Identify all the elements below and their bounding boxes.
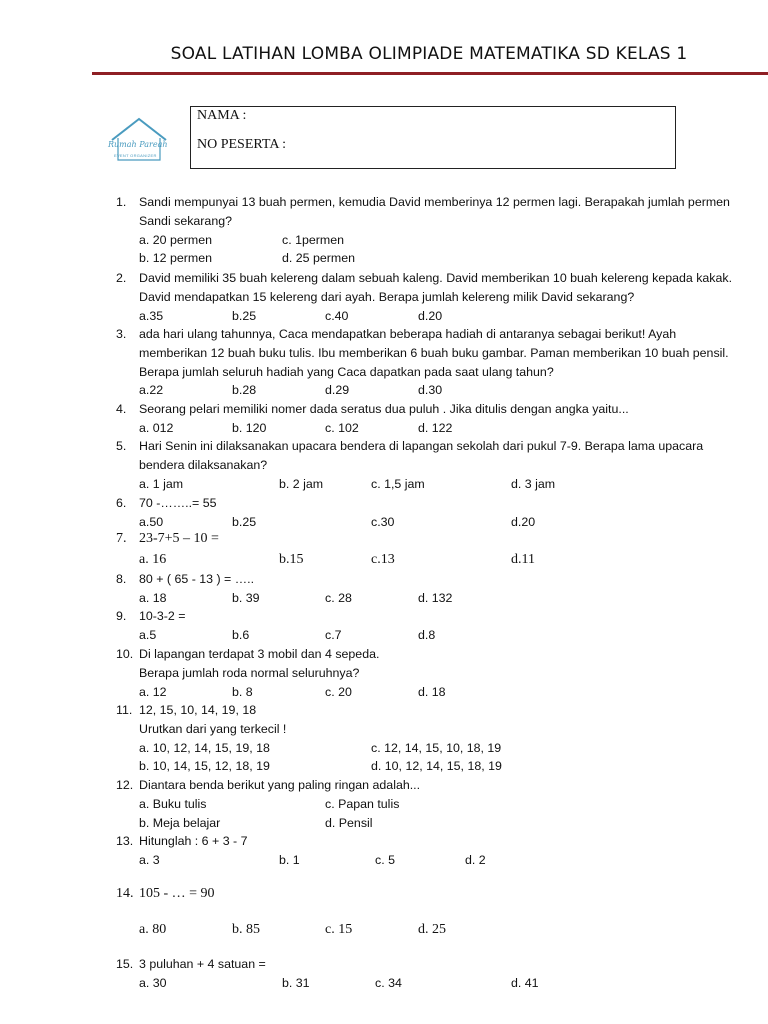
question-text: ada hari ulang tahunnya, Caca mendapatkan beberapa hadiah di antaranya sebagai berikut! Ayah [139, 327, 677, 341]
answer-option: a. 012 [139, 420, 174, 435]
answer-option: d. Pensil [325, 815, 373, 830]
question-number: 10. [116, 647, 134, 661]
question-text: Seorang pelari memiliki nomer dada seratus dua puluh . Jika ditulis dengan angka yaitu... [139, 402, 629, 416]
answer-option: a. 1 jam [139, 476, 184, 491]
answer-option: a.5 [139, 627, 157, 642]
answer-option: b.28 [232, 383, 257, 398]
question-text: 3 puluhan + 4 satuan = [139, 957, 266, 971]
answer-option: b.6 [232, 627, 250, 642]
question-text: Urutkan dari yang terkecil ! [139, 721, 287, 736]
question-number: 11. [116, 703, 133, 717]
answer-option: b.15 [279, 552, 304, 567]
answer-option: c. 12, 14, 15, 10, 18, 19 [371, 740, 502, 755]
answer-option: b. 120 [232, 420, 267, 435]
answer-option: a. 80 [139, 922, 167, 937]
answer-option: c. Papan tulis [325, 796, 400, 811]
answer-option: c. 102 [325, 420, 359, 435]
answer-option: d. 25 [418, 922, 446, 937]
answer-option: c. 20 [325, 684, 352, 699]
answer-option: d. 132 [418, 590, 453, 605]
answer-option: b.25 [232, 308, 257, 323]
question-text: Berapa jumlah seluruh hadiah yang Caca dapatkan pada saat ulang tahun? [139, 364, 554, 379]
answer-option: a.50 [139, 514, 164, 529]
question-text: Berapa jumlah roda normal seluruhnya? [139, 665, 360, 680]
answer-option: d. 25 permen [282, 251, 356, 266]
answer-option: a. 18 [139, 590, 167, 605]
question-number: 15. [116, 957, 134, 971]
answer-option: d. 18 [418, 684, 446, 699]
answer-option: b. 85 [232, 922, 260, 937]
answer-option: d.29 [325, 383, 350, 398]
answer-option: b. 2 jam [279, 476, 324, 491]
answer-option: c.40 [325, 308, 349, 323]
question-text: Hari Senin ini dilaksanakan upacara bendera di lapangan sekolah dari pukul 7-9. Berapa lama upacara [139, 439, 704, 453]
answer-option: d.8 [418, 627, 436, 642]
question-text: 105 - … = 90 [139, 886, 215, 901]
answer-option: b. 39 [232, 590, 260, 605]
participant-id-box [190, 106, 676, 169]
question-text: Diantara benda berikut yang paling ringan adalah... [139, 778, 421, 792]
question-number: 3. [116, 327, 127, 341]
answer-option: b. 12 permen [139, 251, 213, 266]
answer-option: c. 34 [375, 975, 402, 990]
answer-option: d. 41 [511, 975, 539, 990]
answer-option: c. 5 [375, 852, 395, 867]
answer-option: d.20 [511, 514, 536, 529]
question-text: bendera dilaksanakan? [139, 457, 268, 472]
question-text: Sandi sekarang? [139, 213, 232, 228]
question-number: 1. [116, 195, 127, 209]
question-number: 4. [116, 402, 127, 416]
answer-option: d.20 [418, 308, 443, 323]
question-number: 13. [116, 834, 134, 848]
answer-option: d. 2 [465, 852, 486, 867]
answer-option: b.25 [232, 514, 257, 529]
answer-option: d. 122 [418, 420, 453, 435]
question-number: 14. [116, 886, 134, 901]
logo-text: Rumah Pareah [108, 140, 168, 149]
name-label: NAMA : [197, 108, 247, 123]
question-text: 80 + ( 65 - 13 ) = ….. [139, 572, 255, 586]
answer-option: c.7 [325, 627, 342, 642]
answer-option: c. 1permen [282, 232, 344, 247]
answer-option: d.11 [511, 552, 535, 567]
question-text: 70 -……..= 55 [139, 496, 217, 510]
question-text: Hitunglah : 6 + 3 - 7 [139, 834, 248, 848]
answer-option: a.22 [139, 383, 164, 398]
question-text: David mendapatkan 15 kelereng dari ayah. Berapa jumlah kelereng milik David sekarang? [139, 289, 635, 304]
question-number: 8. [116, 572, 127, 586]
answer-option: d. 3 jam [511, 476, 556, 491]
answer-option: b. 31 [282, 975, 310, 990]
answer-option: a. 3 [139, 852, 160, 867]
answer-option: a. 10, 12, 14, 15, 19, 18 [139, 740, 270, 755]
question-number: 5. [116, 439, 127, 453]
answer-option: a. 12 [139, 684, 167, 699]
answer-option: c. 1,5 jam [371, 476, 425, 491]
answer-option: a.35 [139, 308, 164, 323]
answer-option: c.30 [371, 514, 395, 529]
question-number: 9. [116, 609, 127, 623]
question-text: memberikan 12 buah buku tulis. Ibu memberikan 6 buah buku gambar. Paman memberikan 10 buah pensil. [139, 345, 729, 360]
answer-option: c.13 [371, 552, 395, 567]
question-number: 12. [116, 778, 134, 792]
answer-option: d. 10, 12, 14, 15, 18, 19 [371, 759, 502, 774]
question-number: 7. [116, 531, 127, 546]
answer-option: c. 15 [325, 922, 353, 937]
question-text: 23-7+5 – 10 = [139, 531, 219, 546]
question-text: Di lapangan terdapat 3 mobil dan 4 sepeda. [139, 647, 380, 661]
answer-option: b. 10, 14, 15, 12, 18, 19 [139, 759, 270, 774]
answer-option: c. 28 [325, 590, 352, 605]
answer-option: d.30 [418, 383, 443, 398]
answer-option: a. 30 [139, 975, 167, 990]
question-text: 10-3-2 = [139, 609, 186, 623]
answer-option: b. 8 [232, 684, 253, 699]
participant-number-label: NO PESERTA : [197, 137, 287, 152]
answer-option: b. 1 [279, 852, 300, 867]
answer-option: b. Meja belajar [139, 815, 221, 830]
question-text: David memiliki 35 buah kelereng dalam sebuah kaleng. David memberikan 10 buah kelereng kepada kakak. [139, 271, 733, 285]
question-number: 6. [116, 496, 127, 510]
page-title: SOAL LATIHAN LOMBA OLIMPIADE MATEMATIKA SD KELAS 1 [170, 44, 688, 64]
answer-option: a. Buku tulis [139, 796, 207, 811]
logo-subtitle: EVENT ORGANIZER [114, 153, 157, 158]
answer-option: a. 20 permen [139, 232, 213, 247]
question-number: 2. [116, 271, 127, 285]
question-text: Sandi mempunyai 13 buah permen, kemudia David memberinya 12 permen lagi. Berapakah jumlah permen [139, 195, 730, 209]
title-divider [92, 72, 768, 75]
answer-option: a. 16 [139, 552, 167, 567]
question-text: 12, 15, 10, 14, 19, 18 [139, 703, 257, 717]
